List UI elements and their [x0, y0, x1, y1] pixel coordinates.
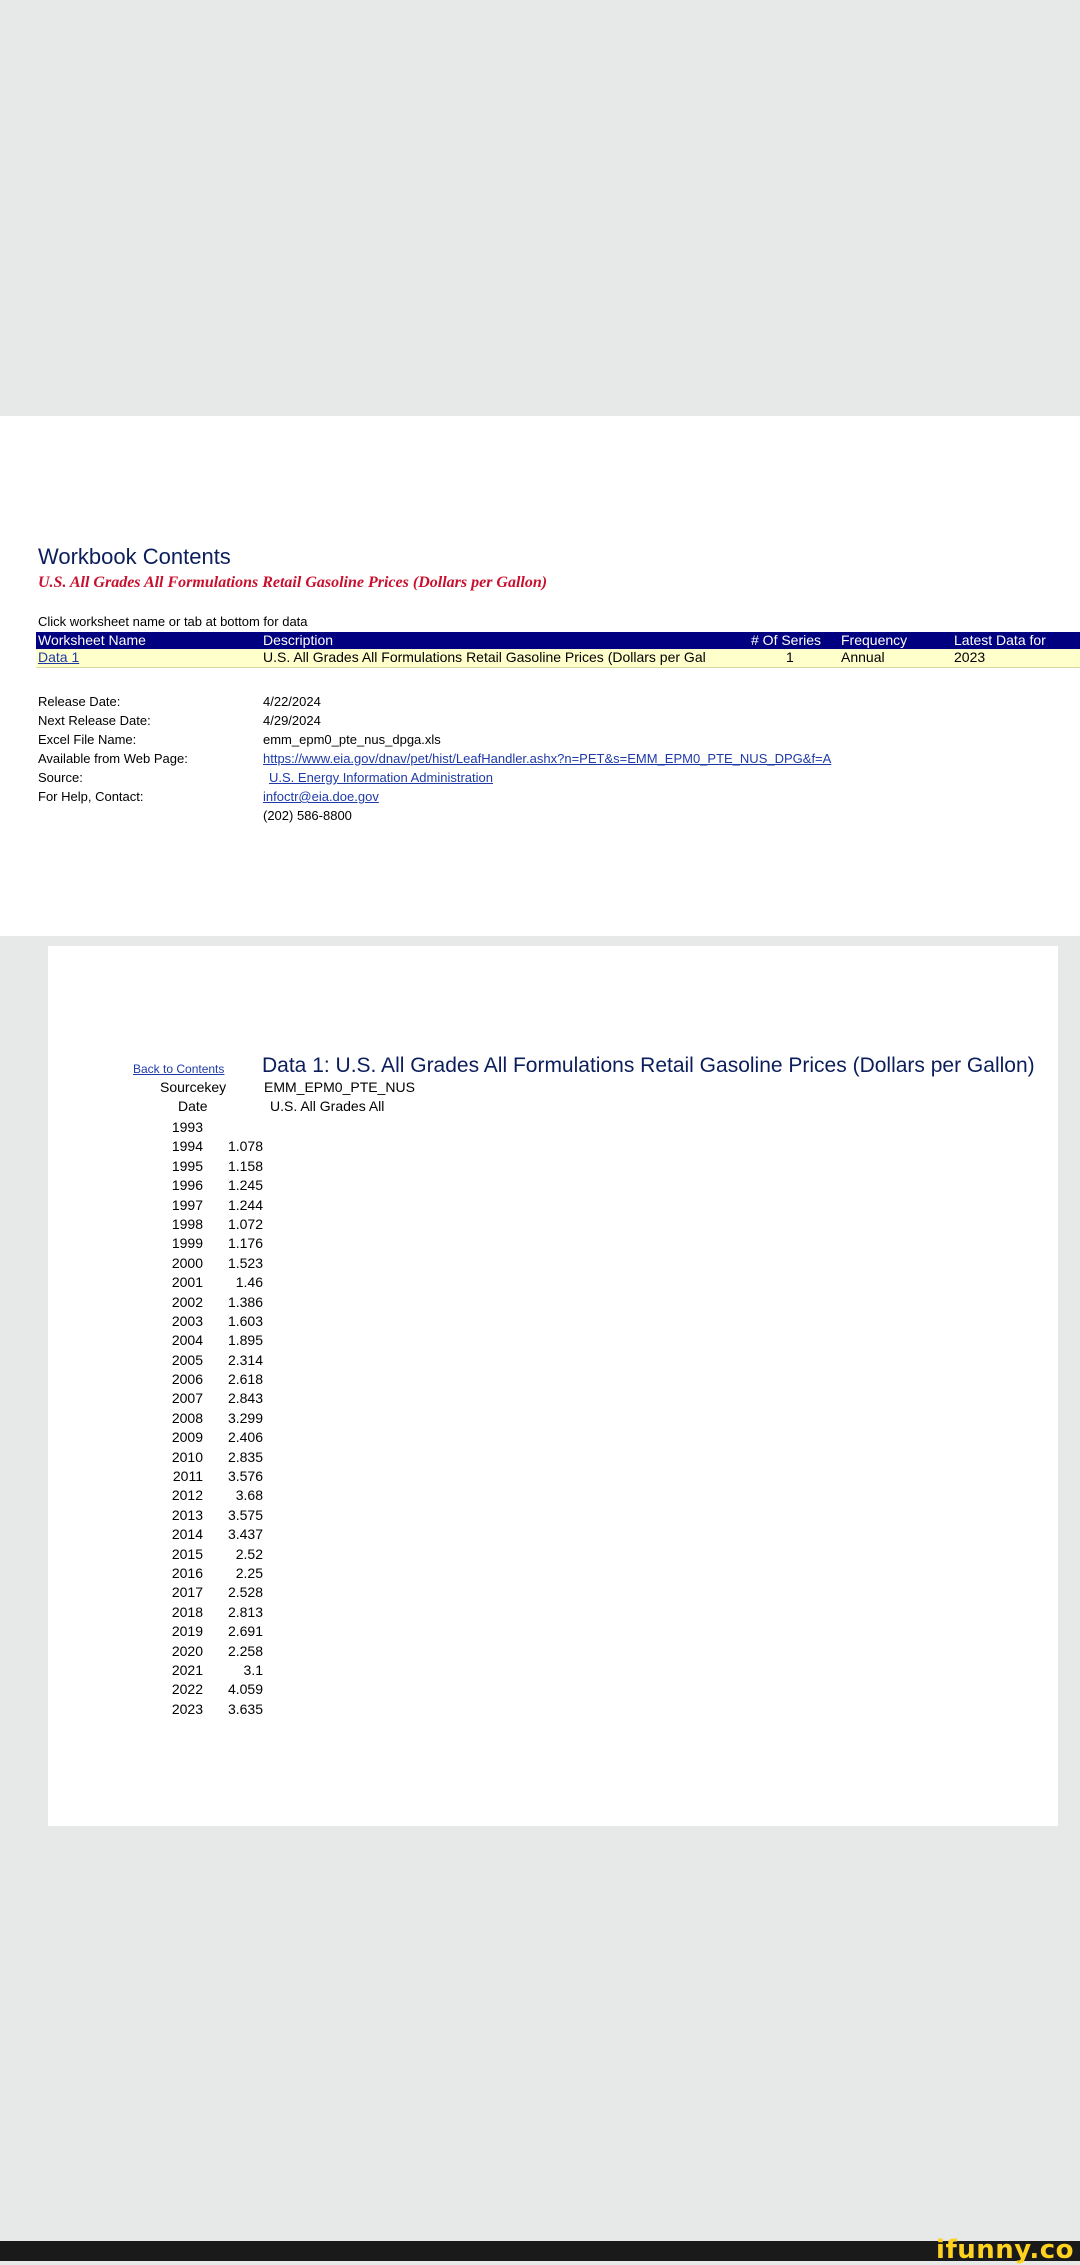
- worksheet-instruction: Click worksheet name or tab at bottom for data: [38, 614, 308, 629]
- ifunny-watermark: ifunny.co: [936, 2235, 1074, 2265]
- table-row: [48, 1351, 448, 1370]
- row-value: 2.25: [235, 1564, 263, 1581]
- header-frequency: Frequency: [841, 632, 908, 648]
- row-value: 3.575: [227, 1506, 263, 1523]
- table-row: [48, 1642, 448, 1661]
- meta-label: Available from Web Page:: [38, 751, 188, 766]
- row-value: 3.68: [235, 1487, 263, 1504]
- data-sheet-title: Data 1: U.S. All Grades All Formulations Retail Gasoline Prices (Dollars per Gallon): [262, 1054, 1035, 1077]
- worksheet-series-count: 1: [786, 649, 794, 665]
- table-row: [48, 1486, 448, 1505]
- workbook-contents-panel: [0, 416, 1080, 936]
- date-column-header: Date: [178, 1098, 208, 1114]
- table-row: [48, 1506, 448, 1525]
- table-row: [48, 1137, 448, 1156]
- row-value: 2.618: [227, 1371, 263, 1388]
- header-series-count: # Of Series: [751, 632, 822, 648]
- table-row: [48, 1389, 448, 1408]
- row-value: 1.46: [235, 1274, 263, 1291]
- row-year: 2008: [171, 1409, 203, 1426]
- table-row: [48, 1545, 448, 1564]
- row-year: 2009: [171, 1429, 203, 1446]
- table-row: [48, 1564, 448, 1583]
- worksheet-link-data-1[interactable]: Data 1: [38, 649, 80, 665]
- row-year: 2011: [172, 1468, 203, 1485]
- table-row: [48, 1525, 448, 1544]
- row-year: 2003: [171, 1312, 203, 1329]
- row-value: 2.813: [227, 1603, 263, 1620]
- worksheet-table-header: [36, 632, 1080, 649]
- footer-bar: [0, 2235, 1080, 2265]
- row-year: 2006: [171, 1371, 203, 1388]
- row-value: 4.059: [227, 1681, 263, 1698]
- row-value: 1.158: [227, 1157, 263, 1174]
- row-year: 1993: [171, 1119, 203, 1135]
- row-year: 1996: [171, 1177, 203, 1194]
- table-row: [48, 1331, 448, 1350]
- row-value: 2.528: [227, 1584, 263, 1601]
- row-year: 2010: [171, 1448, 203, 1465]
- row-value: 2.52: [235, 1545, 263, 1562]
- table-row: [48, 1312, 448, 1331]
- series-column-header: U.S. All Grades All: [270, 1098, 385, 1114]
- row-value: 1.176: [227, 1235, 263, 1252]
- row-year: 2023: [171, 1700, 203, 1717]
- table-row: [48, 1215, 448, 1234]
- row-year: 2012: [171, 1487, 203, 1504]
- header-worksheet-name: Worksheet Name: [38, 632, 146, 648]
- meta-value: 4/29/2024: [263, 713, 321, 728]
- row-value: 3.576: [227, 1468, 263, 1485]
- row-value: 1.244: [227, 1196, 263, 1213]
- row-value: 2.835: [227, 1448, 263, 1465]
- table-row: [48, 1700, 448, 1719]
- row-value: 1.603: [227, 1312, 263, 1329]
- row-value: 1.895: [227, 1332, 263, 1349]
- row-year: 2004: [171, 1332, 203, 1349]
- table-row: [48, 1176, 448, 1195]
- table-row: [48, 1661, 448, 1680]
- worksheet-description: U.S. All Grades All Formulations Retail Gasoline Prices (Dollars per Gal: [263, 649, 706, 665]
- workbook-title: Workbook Contents: [38, 544, 231, 569]
- meta-label: Next Release Date:: [38, 713, 151, 728]
- row-value: 2.314: [227, 1351, 263, 1368]
- table-row: [48, 1603, 448, 1622]
- row-year: 2018: [171, 1603, 203, 1620]
- table-row: [48, 1196, 448, 1215]
- table-row: [48, 1157, 448, 1176]
- row-value: 1.245: [227, 1177, 263, 1194]
- meta-value: 4/22/2024: [263, 694, 321, 709]
- table-row: [48, 1448, 448, 1467]
- table-row: [48, 1680, 448, 1699]
- row-value: 2.843: [227, 1390, 263, 1407]
- row-value: 1.078: [227, 1138, 263, 1155]
- help-email-link[interactable]: infoctr@eia.doe.gov: [263, 789, 379, 804]
- row-year: 2013: [171, 1506, 203, 1523]
- header-description: Description: [263, 632, 334, 648]
- web-page-link[interactable]: https://www.eia.gov/dnav/pet/hist/LeafHandler.ashx?n=PET&s=EMM_EPM0_PTE_NUS_DPG&f=A: [263, 751, 832, 766]
- table-row: [48, 1622, 448, 1641]
- table-row: [48, 1234, 448, 1253]
- meta-label: For Help, Contact:: [38, 789, 144, 804]
- row-year: 2019: [171, 1623, 203, 1640]
- row-value: 2.406: [227, 1429, 263, 1446]
- row-value: 3.635: [227, 1700, 263, 1717]
- row-year: 1999: [171, 1235, 203, 1252]
- table-row: [48, 1428, 448, 1447]
- row-value: 1.072: [227, 1215, 263, 1232]
- row-year: 2002: [171, 1293, 203, 1310]
- table-row: [48, 1467, 448, 1486]
- row-value: 3.1: [243, 1661, 263, 1678]
- data-sheet-panel: [48, 946, 1058, 1826]
- row-value: 1.523: [227, 1254, 263, 1271]
- row-value: 3.437: [227, 1526, 263, 1543]
- row-year: 2022: [171, 1681, 203, 1698]
- worksheet-table-row: [36, 649, 1080, 668]
- row-year: 2017: [171, 1584, 203, 1601]
- row-year: 2005: [171, 1351, 203, 1368]
- data-table: [48, 1118, 448, 1719]
- row-year: 1994: [171, 1138, 203, 1155]
- row-value: 3.299: [227, 1409, 263, 1426]
- meta-label: Source:: [38, 770, 83, 785]
- table-row: [48, 1254, 448, 1273]
- meta-label: Excel File Name:: [38, 732, 137, 747]
- row-year: 1998: [171, 1215, 203, 1232]
- worksheet-frequency: Annual: [841, 649, 885, 665]
- workbook-subtitle: U.S. All Grades All Formulations Retail Gasoline Prices (Dollars per Gallon): [38, 574, 548, 591]
- row-year: 2014: [171, 1526, 203, 1543]
- header-latest-data: Latest Data for: [954, 632, 1046, 648]
- row-year: 1995: [171, 1157, 203, 1174]
- source-link[interactable]: U.S. Energy Information Administration: [269, 770, 493, 785]
- worksheet-latest-data: 2023: [954, 649, 986, 665]
- row-year: 2001: [171, 1274, 203, 1291]
- table-row: [48, 1370, 448, 1389]
- row-value: 2.258: [227, 1642, 263, 1659]
- back-to-contents-link[interactable]: Back to Contents: [133, 1062, 225, 1076]
- sourcekey-value: EMM_EPM0_PTE_NUS: [264, 1079, 415, 1095]
- table-row: [48, 1583, 448, 1602]
- row-year: 2016: [171, 1564, 203, 1581]
- table-row: [48, 1118, 448, 1137]
- row-value: 2.691: [227, 1623, 263, 1640]
- meta-value: emm_epm0_pte_nus_dpga.xls: [263, 732, 441, 747]
- help-phone: (202) 586-8800: [263, 808, 352, 823]
- row-year: 2015: [171, 1545, 203, 1562]
- row-value: 1.386: [227, 1293, 263, 1310]
- table-row: [48, 1293, 448, 1312]
- row-year: 2020: [171, 1642, 203, 1659]
- meta-label: Release Date:: [38, 694, 121, 709]
- row-year: 2007: [171, 1390, 203, 1407]
- row-year: 2021: [171, 1661, 203, 1678]
- row-year: 2000: [171, 1254, 203, 1271]
- table-row: [48, 1409, 448, 1428]
- sourcekey-label: Sourcekey: [160, 1079, 227, 1095]
- table-row: [48, 1273, 448, 1292]
- row-year: 1997: [171, 1196, 203, 1213]
